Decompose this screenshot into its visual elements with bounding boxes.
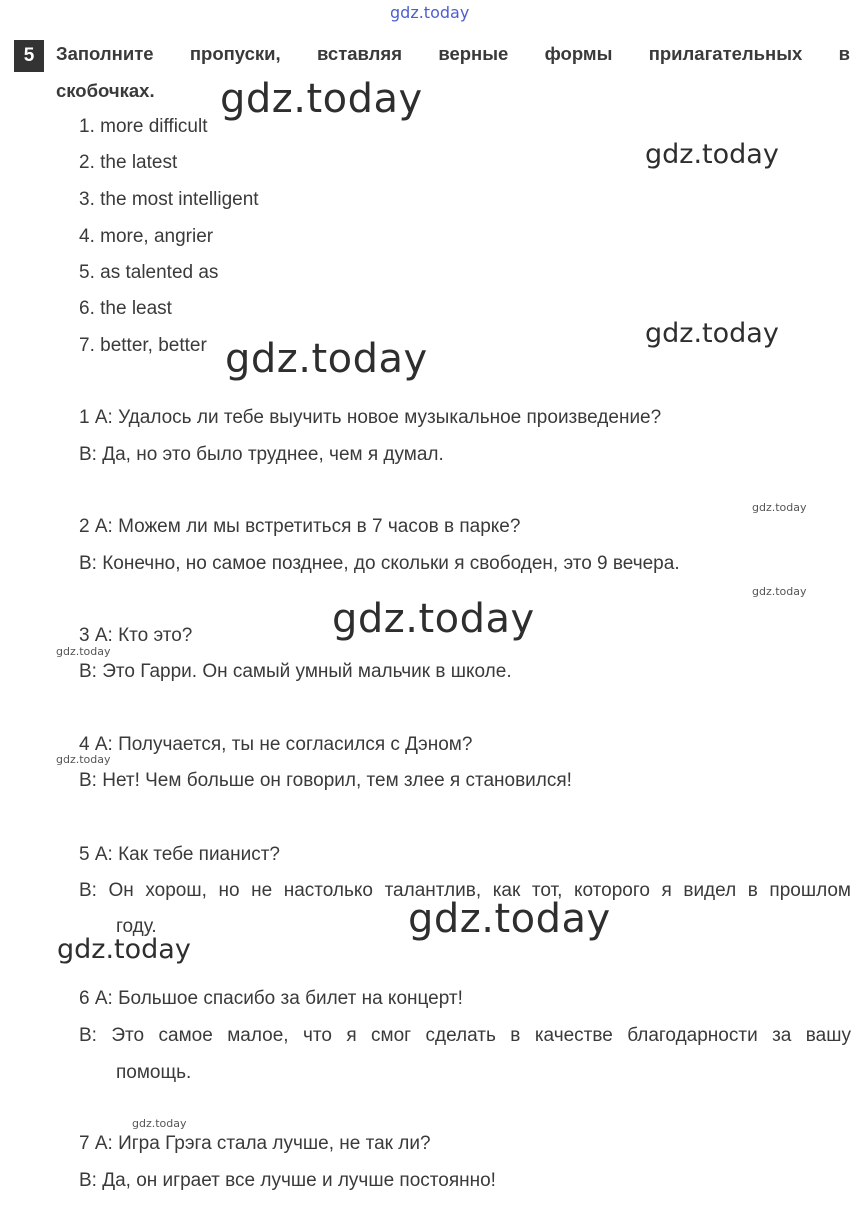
dialogue-6-b: В: Это самое малое, что я смог сделать в качестве благодарности за вашу [79,1025,851,1046]
dialogue-4-a: 4 А: Получается, ты не согласился с Дэном? [79,734,473,755]
watermark: gdz.today [57,934,191,965]
dialogue-6-b-continued: помощь. [116,1062,192,1083]
watermark: gdz.today [752,501,807,514]
watermark: gdz.today [56,753,111,766]
watermark: gdz.today [132,1117,187,1130]
answer-item-1: 1. more difficult [79,116,208,137]
watermark: gdz.today [332,596,535,642]
watermark: gdz.today [225,336,428,382]
dialogue-7-b: В: Да, он играет все лучше и лучше постоянно! [79,1170,496,1191]
answer-item-5: 5. as talented as [79,262,219,283]
dialogue-6-a: 6 А: Большое спасибо за билет на концерт! [79,988,463,1009]
watermark: gdz.today [56,645,111,658]
answer-item-4: 4. more, angrier [79,226,214,247]
dialogue-3-b: В: Это Гарри. Он самый умный мальчик в школе. [79,661,512,682]
dialogue-5-b: В: Он хорош, но не настолько талантлив, как тот, которого я видел в прошлом [79,880,851,901]
dialogue-5-a: 5 А: Как тебе пианист? [79,844,281,865]
answer-item-3: 3. the most intelligent [79,189,259,210]
dialogue-1-a: 1 А: Удалось ли тебе выучить новое музыкальное произведение? [79,407,662,428]
dialogue-2-b: В: Конечно, но самое позднее, до скольки я свободен, это 9 вечера. [79,553,680,574]
dialogue-7-a: 7 А: Игра Грэга стала лучше, не так ли? [79,1133,431,1154]
answer-item-6: 6. the least [79,298,172,319]
dialogue-3-a: 3 А: Кто это? [79,625,193,646]
dialogue-2-a: 2 А: Можем ли мы встретиться в 7 часов в парке? [79,516,521,537]
dialogue-1-b: В: Да, но это было труднее, чем я думал. [79,444,444,465]
task-instruction-line1: Заполните пропуски, вставляя верные формы прилагательных в [56,43,850,64]
watermark: gdz.today [752,585,807,598]
dialogue-5-b-continued: году. [116,916,157,937]
answer-item-7: 7. better, better [79,335,207,356]
watermark: gdz.today [645,139,779,170]
watermark: gdz.today [220,76,423,122]
header-watermark: gdz.today [390,3,470,22]
dialogue-4-b: В: Нет! Чем больше он говорил, тем злее я становился! [79,770,572,791]
task-instruction-line2: скобочках. [56,80,155,101]
watermark: gdz.today [408,896,611,942]
watermark: gdz.today [645,318,779,349]
task-number-badge: 5 [14,40,44,72]
answer-item-2: 2. the latest [79,152,178,173]
